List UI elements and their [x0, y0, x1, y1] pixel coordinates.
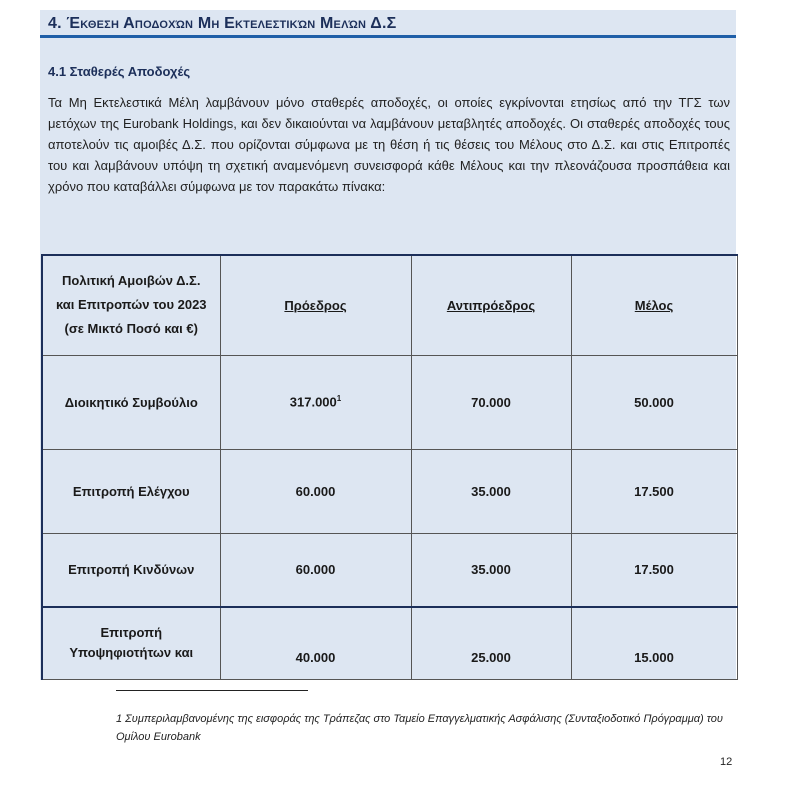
remuneration-table — [41, 254, 738, 680]
header-chair-label: Πρόεδρος — [284, 297, 347, 313]
cell-vice: 70.000 — [411, 355, 571, 449]
cell-vice: 25.000 — [411, 607, 571, 679]
row-label-line-2: Υποψηφιοτήτων και — [69, 645, 194, 661]
table-row — [42, 533, 737, 607]
cell-chair: 60.000 — [220, 533, 411, 607]
cell-chair — [220, 355, 411, 449]
footnote-ref: 1 — [336, 394, 342, 404]
header-vice-label: Αντιπρόεδρος — [446, 297, 536, 313]
header-chair — [220, 255, 411, 355]
table-header-policy — [42, 255, 220, 355]
content-box — [40, 38, 736, 680]
cell-chair: 60.000 — [220, 449, 411, 533]
table-row — [42, 607, 737, 679]
section-header — [40, 10, 736, 38]
cell-vice: 35.000 — [411, 533, 571, 607]
cell-vice: 35.000 — [411, 449, 571, 533]
section-title: 4. Έκθεση Αποδοχών Μη Εκτελεστικών Μελών Δ.Σ — [48, 15, 397, 32]
page-number: 12 — [720, 756, 733, 768]
cell-member: 15.000 — [571, 607, 737, 679]
header-member — [571, 255, 737, 355]
row-label: Διοικητικό Συμβούλιο — [42, 355, 220, 449]
row-label — [42, 607, 220, 679]
table-row — [42, 355, 737, 449]
header-member-label: Μέλος — [634, 297, 674, 313]
cell-chair-value: 317.000 — [289, 394, 337, 410]
cell-chair: 40.000 — [220, 607, 411, 679]
table-header-row — [42, 255, 737, 355]
cell-member: 17.500 — [571, 533, 737, 607]
table-row — [42, 449, 737, 533]
header-line-2: και Επιτροπών του 2023 — [55, 297, 207, 313]
header-line-1: Πολιτική Αμοιβών Δ.Σ. — [62, 273, 201, 289]
header-line-3: (σε Μικτό Ποσό και €) — [64, 321, 198, 337]
footnote: 1 Συμπεριλαμβανομένης της εισφοράς της Τράπεζας στο Ταμείο Επαγγελματικής Ασφάλισης (Συνταξιοδοτικό Πρόγραμμα) του Ομίλου Eurobank — [116, 713, 723, 743]
row-label-line-1: Επιτροπή — [100, 625, 163, 641]
row-label: Επιτροπή Κινδύνων — [42, 533, 220, 607]
cell-member: 50.000 — [571, 355, 737, 449]
intro-paragraph: Τα Μη Εκτελεστικά Μέλη λαμβάνουν μόνο σταθερές αποδοχές, οι οποίες εγκρίνονται ετησίως από την ΤΓΣ των μετόχων της Eurobank Holdings, και δεν δικαιούνται να λαμβάνουν μεταβλητές αποδοχές. Οι σταθερές αποδοχές τους αποτελούν τις αμοιβές Δ.Σ. που ορίζονται σύμφωνα με τη θέση ή τις θέσεις του Μέλους στο Δ.Σ. και στις Επιτροπές του και λαμβάνουν υπόψη τη σχετική αναμενόμενη συνεισφορά κάθε Μέλους και την πλεονάζουσα προσπάθεια και χρόνο που καταβάλλει σύμφωνα με τον παρακάτω πίνακα: — [48, 95, 730, 194]
header-vice — [411, 255, 571, 355]
cell-member: 17.500 — [571, 449, 737, 533]
subsection-title: 4.1 Σταθερές Αποδοχές — [48, 64, 191, 79]
footnote-divider — [116, 690, 308, 691]
row-label: Επιτροπή Ελέγχου — [42, 449, 220, 533]
